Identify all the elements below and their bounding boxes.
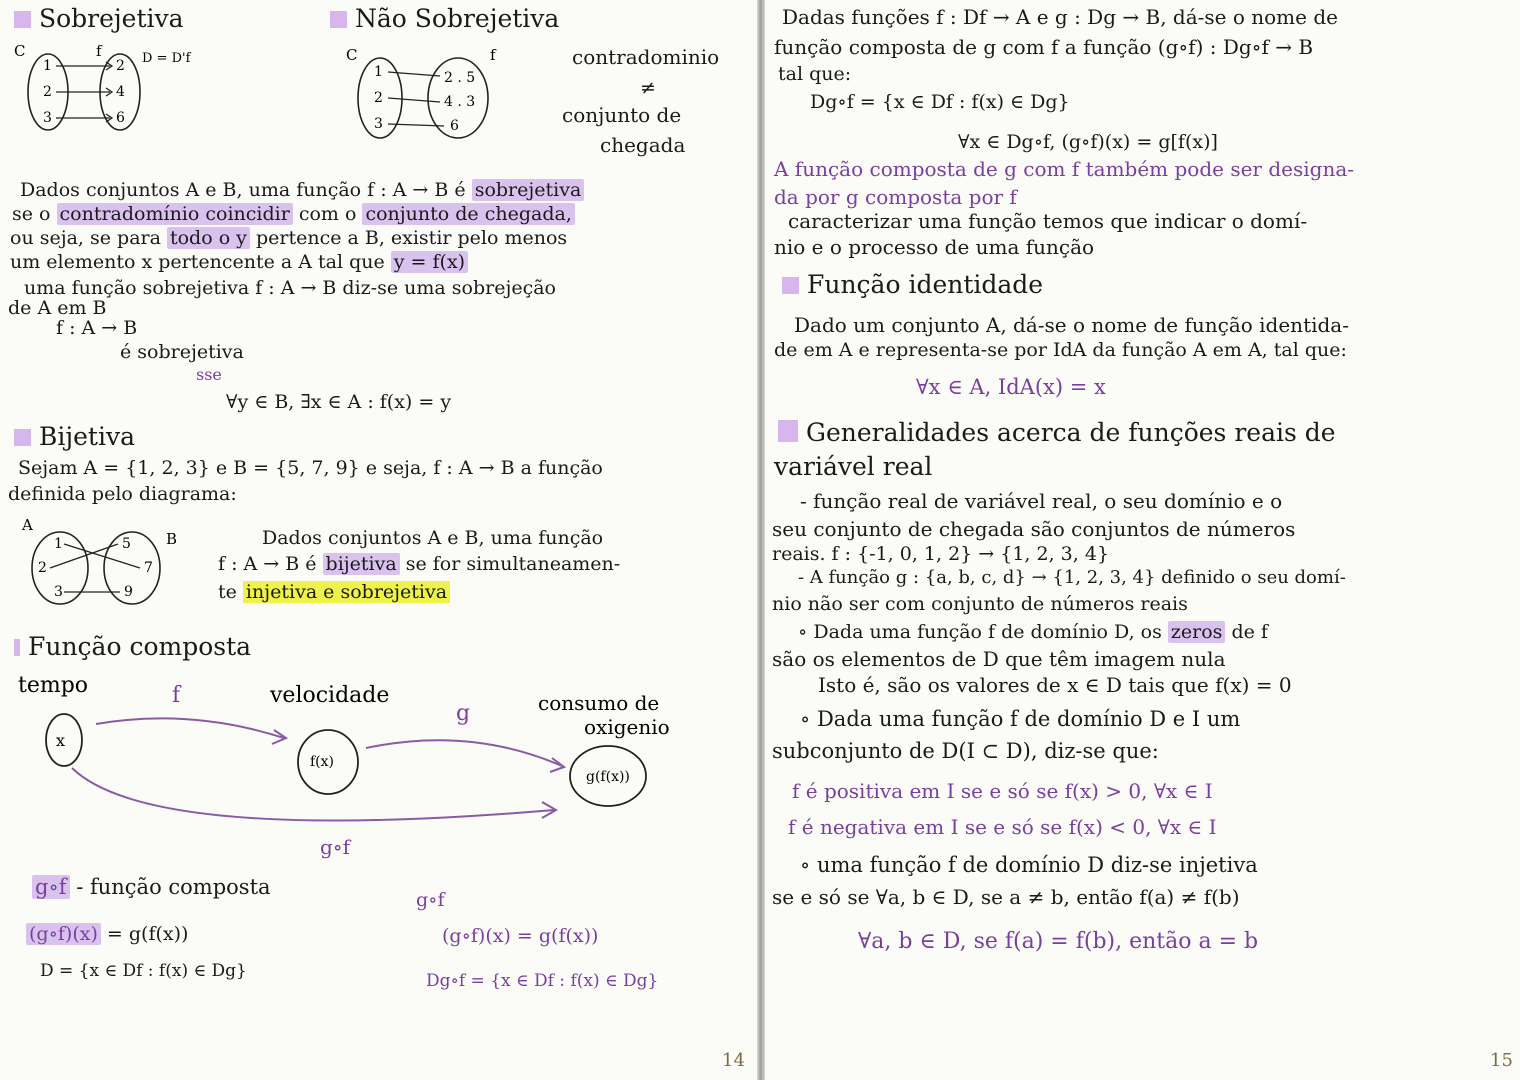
heading-bijetiva: Bijetiva — [14, 422, 135, 451]
diagram-nao-sobrejetiva — [340, 44, 510, 142]
set-label-c: C — [14, 42, 26, 60]
gen-b4: - A função g : {a, b, c, d} → {1, 2, 3, 4} definido o seu domí- — [798, 567, 1346, 588]
label-oxigenio: oxigenio — [584, 715, 670, 739]
bij-def-1: Dados conjuntos A e B, uma função — [262, 527, 604, 549]
gen-zeros-2: são os elementos de D que têm imagem nula — [772, 647, 1226, 671]
set-element: 4 — [116, 84, 125, 100]
composta-right-3: Dg∘f = {x ∈ Df : f(x) ∈ Dg} — [426, 971, 659, 991]
bij-line-2: definida pelo diagrama: — [8, 483, 237, 505]
def-line-5: uma função sobrejetiva f : A → B diz-se uma sobrejeção — [24, 277, 556, 299]
set-element: 7 — [144, 560, 153, 576]
gen-zeros-3: Isto é, são os valores de x ∈ D tais que f(x) = 0 — [818, 673, 1292, 697]
composta-right-1: g∘f — [416, 889, 445, 911]
bij-def-3: te injetiva e sobrejetiva — [218, 582, 450, 603]
heading-funcao-identidade: Função identidade — [782, 270, 1043, 299]
heading-generalidades: Generalidades acerca de funções reais de — [778, 418, 1336, 447]
def-line-6: de A em B — [8, 297, 107, 319]
comp-def-4: Dg∘f = {x ∈ Df : f(x) ∈ Dg} — [810, 91, 1070, 113]
note-chegada: chegada — [600, 133, 686, 157]
bullet-square-icon — [14, 11, 31, 28]
bullet-square-icon — [330, 11, 347, 28]
set-element: 2 — [38, 560, 47, 576]
id-line-2: de em A e representa-se por IdA da função A em A, tal que: — [774, 339, 1347, 361]
heading-generalidades-2: variável real — [774, 452, 933, 481]
domain-note: D = D'f — [142, 51, 191, 66]
set-label-f: f — [96, 42, 102, 60]
note-conjunto: conjunto de — [562, 103, 682, 127]
set-element: 2 — [43, 84, 52, 100]
label-f: f — [172, 683, 181, 708]
def-line-2: se o contradomínio coincidir com o conjunto de chegada, — [12, 204, 575, 225]
comp-def-1: Dadas funções f : Df → A e g : Dg → B, dá-se o nome de — [782, 5, 1338, 29]
set-element: 2 . 5 — [444, 70, 476, 86]
diagram-bijetiva — [16, 514, 196, 610]
bullet-square-icon — [14, 429, 31, 446]
set-element: 3 — [54, 584, 63, 600]
set-element: 6 — [450, 118, 459, 134]
label-velocidade: velocidade — [270, 683, 390, 708]
def-formula: ∀y ∈ B, ∃x ∈ A : f(x) = y — [226, 391, 452, 413]
heading-funcao-composta: Função composta — [14, 632, 251, 661]
gen-b1: - função real de variável real, o seu domínio e o — [800, 489, 1283, 513]
set-element: 1 — [54, 536, 63, 552]
def-line-7: f : A → B — [56, 317, 138, 339]
note-neq: ≠ — [640, 77, 656, 99]
set-element: 4 . 3 — [444, 94, 476, 110]
label-gof: g∘f — [320, 835, 351, 859]
comp-def-5: ∀x ∈ Dg∘f, (g∘f)(x) = g[f(x)] — [958, 131, 1218, 153]
def-line-4: um elemento x pertencente a A tal que y = f(x) — [10, 252, 468, 273]
node-gfx: g(f(x)) — [586, 769, 630, 785]
label-tempo: tempo — [18, 673, 89, 698]
def-line-sse: sse — [196, 365, 222, 384]
composta-right-2: (g∘f)(x) = g(f(x)) — [442, 925, 599, 947]
gen-negativa: f é negativa em I se e só se f(x) < 0, ∀x ∈ I — [788, 815, 1217, 839]
set-element: 6 — [116, 110, 125, 126]
comp-def-2: função composta de g com f a função (g∘f) : Dg∘f → B — [774, 35, 1314, 59]
set-element: 1 — [374, 64, 383, 80]
set-element: 5 — [122, 536, 131, 552]
comp-purple-2: da por g composta por f — [774, 185, 1017, 209]
gen-injetiva-1: ∘ uma função f de domínio D diz-se injetiva — [800, 853, 1258, 877]
gen-zeros-1: ∘ Dada uma função f de domínio D, os zeros de f — [798, 621, 1268, 643]
gen-injetiva-3: ∀a, b ∈ D, se f(a) = f(b), então a = b — [858, 929, 1259, 954]
caract-2: nio e o processo de uma função — [774, 235, 1095, 259]
bullet-square-icon — [778, 420, 798, 442]
page-number: 14 — [722, 1050, 745, 1071]
id-formula: ∀x ∈ A, IdA(x) = x — [916, 375, 1106, 399]
label-consumo: consumo de — [538, 691, 660, 715]
diagram-sobrejetiva — [10, 42, 210, 138]
set-element: 1 — [43, 58, 52, 74]
gen-sub-1: ∘ Dada uma função f de domínio D e I um — [800, 707, 1241, 731]
set-element: 3 — [374, 116, 383, 132]
set-label-f: f — [490, 46, 496, 64]
gen-injetiva-2: se e só se ∀a, b ∈ D, se a ≠ b, então f(a) ≠ f(b) — [772, 885, 1240, 909]
composta-note-3: D = {x ∈ Df : f(x) ∈ Dg} — [40, 961, 247, 981]
note-contradominio: contradominio — [572, 45, 720, 69]
composta-note-2: (g∘f)(x) = g(f(x)) — [26, 924, 188, 945]
bullet-square-icon — [782, 277, 799, 294]
page-right — [764, 0, 1520, 1080]
set-element: 3 — [43, 110, 52, 126]
set-element: 2 — [116, 58, 125, 74]
composta-note-1: g∘f - função composta — [32, 876, 271, 899]
gen-sub-2: subconjunto de D(I ⊂ D), diz-se que: — [772, 739, 1159, 763]
set-element: 9 — [124, 584, 133, 600]
gen-b3: reais. f : {-1, 0, 1, 2} → {1, 2, 3, 4} — [772, 543, 1110, 565]
caract-1: caracterizar uma função temos que indicar o domí- — [788, 209, 1308, 233]
heading-sobrejetiva: Sobrejetiva — [14, 4, 184, 33]
gen-positiva: f é positiva em I se e só se f(x) > 0, ∀x ∈ I — [792, 779, 1213, 803]
def-line-8: é sobrejetiva — [120, 341, 244, 363]
set-label-b: B — [166, 530, 178, 548]
node-fx: f(x) — [310, 754, 335, 770]
page-left — [0, 0, 758, 1080]
id-line-1: Dado um conjunto A, dá-se o nome de função identida- — [794, 313, 1349, 337]
gen-b2: seu conjunto de chegada são conjuntos de números — [772, 517, 1296, 541]
comp-purple-1: A função composta de g com f também pode ser designa- — [774, 157, 1355, 181]
bij-line-1: Sejam A = {1, 2, 3} e B = {5, 7, 9} e seja, f : A → B a função — [18, 457, 603, 479]
set-label-a: A — [22, 516, 33, 534]
bij-def-2: f : A → B é bijetiva se for simultaneamen- — [218, 553, 621, 575]
page-number: 15 — [1490, 1050, 1513, 1071]
def-line-3: ou seja, se para todo o y pertence a B, existir pelo menos — [10, 227, 568, 249]
gen-b5: nio não ser com conjunto de números reais — [772, 593, 1188, 615]
heading-nao-sobrejetiva: Não Sobrejetiva — [330, 4, 559, 33]
def-line-1: Dados conjuntos A e B, uma função f : A → B é sobrejetiva — [20, 180, 584, 201]
bullet-square-icon — [14, 639, 20, 656]
comp-def-3: tal que: — [778, 63, 852, 85]
set-label-c: C — [346, 46, 358, 64]
set-element: 2 — [374, 90, 383, 106]
label-g: g — [456, 701, 471, 726]
diagram-composta — [10, 668, 710, 868]
node-x: x — [56, 731, 66, 750]
